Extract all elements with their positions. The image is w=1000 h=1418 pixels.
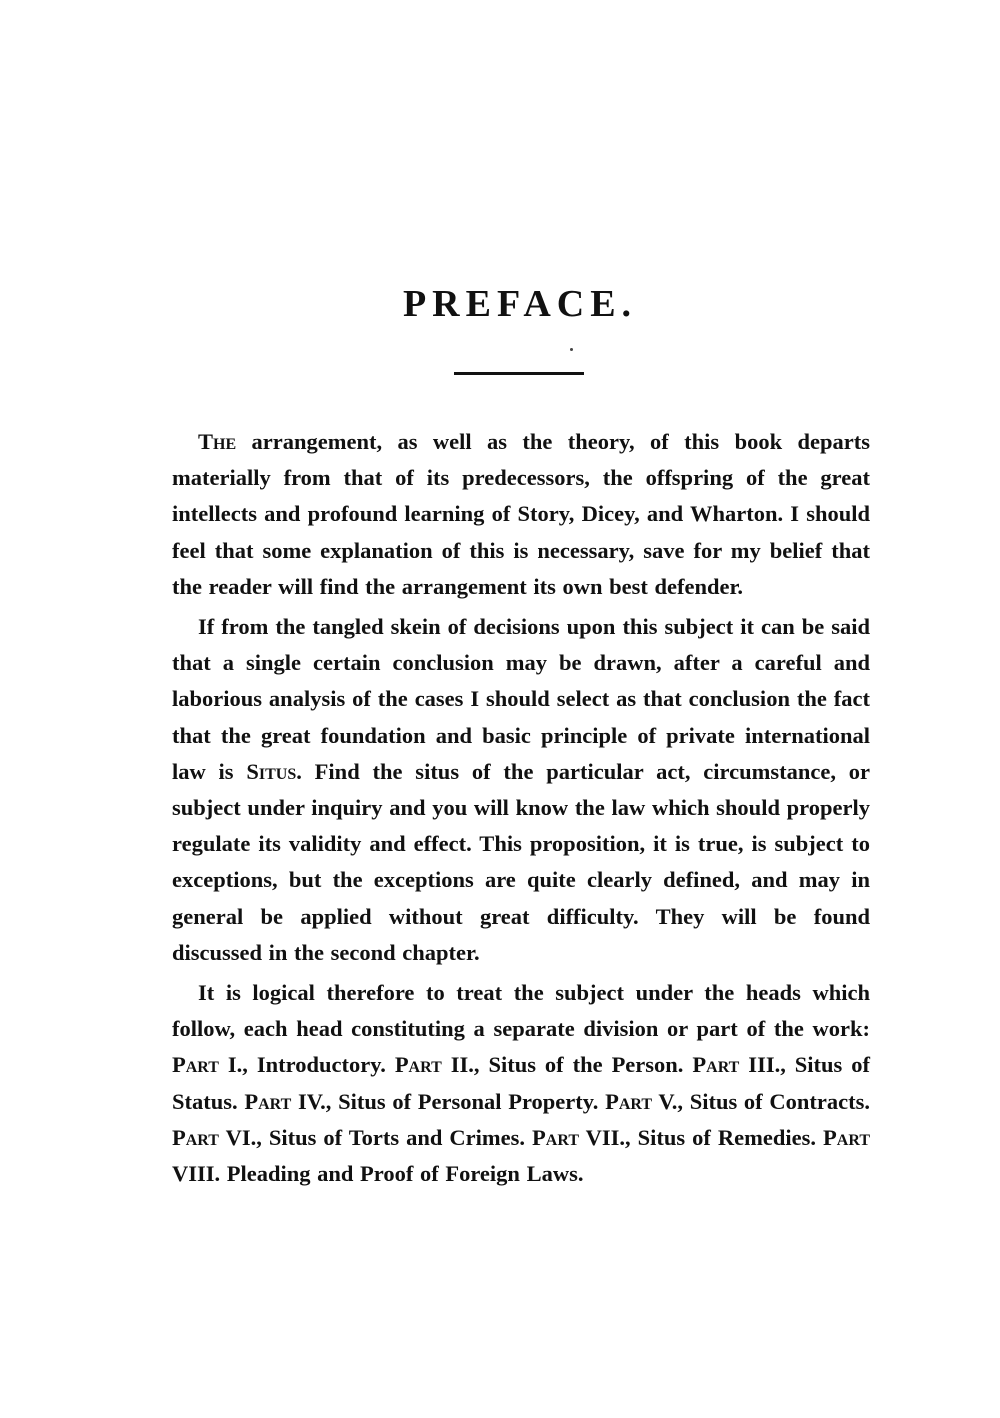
title-rule	[454, 372, 584, 375]
paragraph-1-text: arrangement, as well as the theory, of this book departs materially from that of its predecessors, the offspring of the great intellects and profound learning of Story, Dicey, and Wharton. I should feel that some explanation of this is necessary, save for my belief that the reader will find the arrangement its own best defender.	[172, 429, 870, 599]
paragraph-3-seg: VI., Situs of Torts and Crimes.	[218, 1124, 533, 1150]
paragraph-2-seg-smallcaps: Situs	[246, 758, 297, 784]
paragraph-3-seg: V., Situs of Contracts.	[652, 1088, 870, 1114]
paragraph-3-seg: III., Situs of Status.	[172, 1052, 871, 1114]
paragraph-3-seg: II., Situs of the Person.	[441, 1052, 693, 1078]
paragraph-3-seg: IV., Situs of Personal Property.	[291, 1088, 606, 1114]
preface-body	[172, 424, 870, 1196]
paragraph-3-seg-smallcaps: Part	[172, 1124, 219, 1150]
paragraph-3-seg: VII., Situs of Remedies.	[579, 1124, 824, 1150]
paragraph-1	[172, 424, 870, 605]
page-title: PREFACE.	[402, 283, 638, 325]
paragraph-3-seg-smallcaps: Part	[605, 1088, 653, 1114]
paragraph-3-seg: I., Introductory.	[218, 1052, 395, 1078]
paragraph-1-lead: The	[198, 429, 237, 454]
paragraph-3-seg-smallcaps: Part	[823, 1124, 870, 1150]
paragraph-3-seg-smallcaps: Part	[394, 1052, 442, 1078]
paragraph-3-seg-smallcaps: Part	[244, 1088, 292, 1114]
paragraph-2-seg: . Find the situs of the particular act, circumstance, or subject under inquiry and you will know the law which should properly regulate its validity and effect. This proposition, it is true, is subject to exceptions, but the exceptions are quite clearly defined, and may in general be applied without great difficulty. They will be found discussed in the second chapter.	[172, 758, 870, 965]
paragraph-3-seg-smallcaps: Part	[172, 1052, 219, 1078]
paragraph-3-seg: VIII. Pleading and Proof of Foreign Laws.	[172, 1161, 584, 1187]
paragraph-3-seg-smallcaps: Part	[532, 1124, 580, 1150]
paragraph-3	[172, 975, 870, 1192]
paragraph-2	[172, 609, 870, 971]
paragraph-3-seg-smallcaps: Part	[692, 1052, 740, 1078]
ink-speck	[570, 348, 573, 351]
paragraph-2-seg: If from the tangled skein of decisions upon this subject it can be said that a single certain conclusion may be drawn, after a careful and laborious analysis of the cases I should select as that conclusion the fact that the great foundation and basic principle of private international law is	[172, 614, 870, 784]
paragraph-3-seg: It is logical therefore to treat the subject under the heads which follow, each head constituting a separate division or part of the work:	[172, 980, 870, 1042]
